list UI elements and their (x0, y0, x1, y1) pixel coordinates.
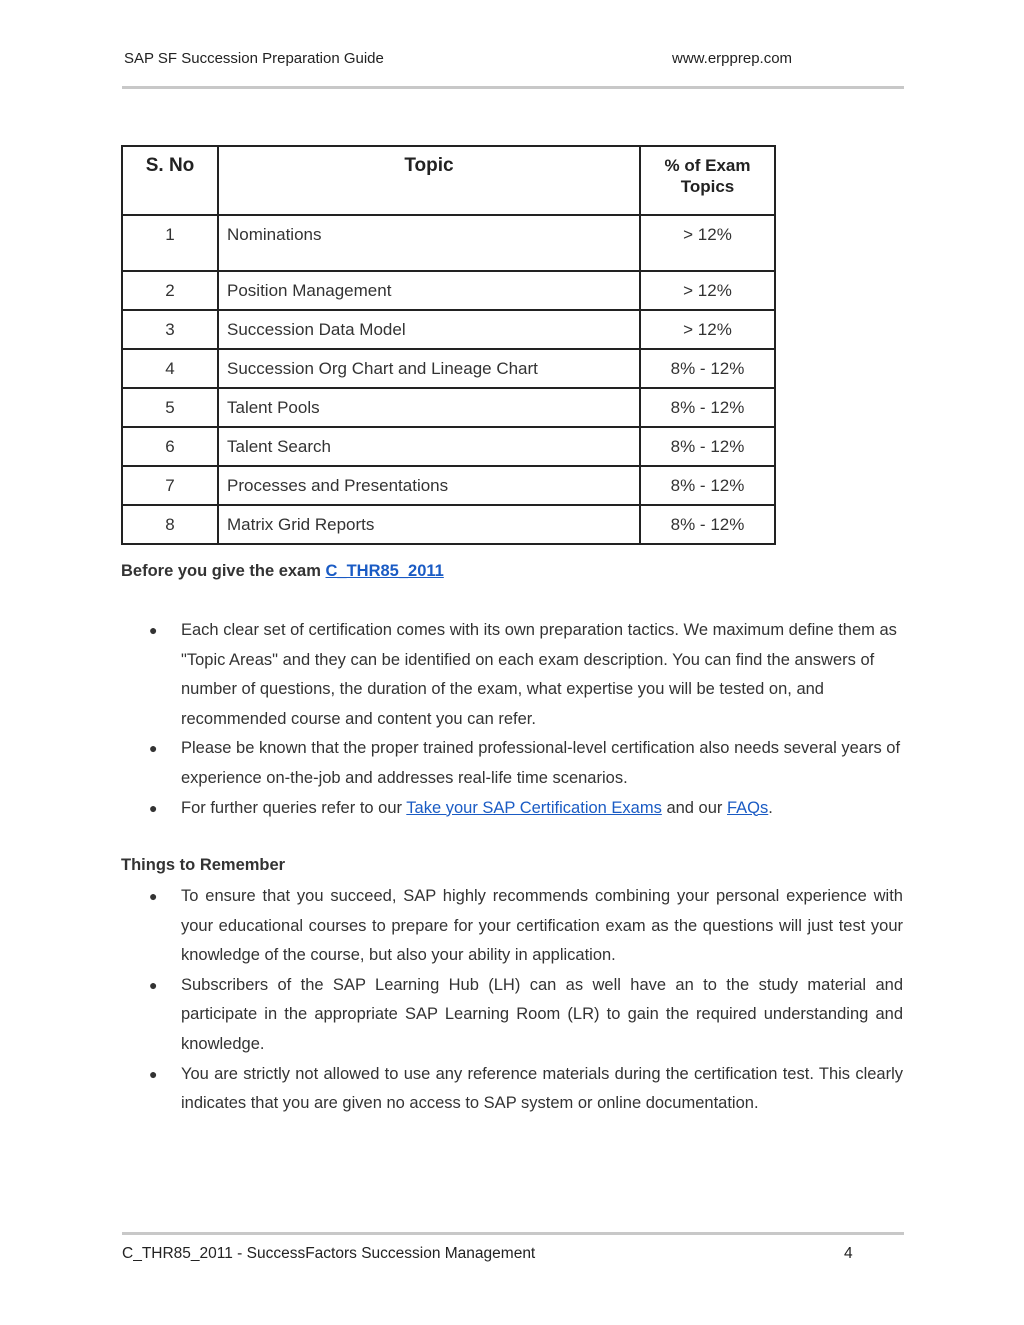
row-topic: Succession Data Model (218, 310, 640, 349)
bullet-icon: ● (149, 622, 158, 638)
list-item-text: Each clear set of certification comes with its own preparation tactics. We maximum define them as "Topic Areas" and they can be identified on each exam description. You can find the answers of number of questions, the duration of the exam, what expertise you will be tested on, and recommended course and content you can refer. (181, 621, 897, 728)
row-topic: Talent Search (218, 427, 640, 466)
row-percent: 8% - 12% (640, 427, 775, 466)
row-topic: Talent Pools (218, 388, 640, 427)
exam-topics-table (121, 145, 776, 545)
row-number: 1 (122, 215, 218, 271)
list-item (121, 616, 903, 734)
row-percent: > 12% (640, 310, 775, 349)
footer-title: C_THR85_2011 - SuccessFactors Succession Management (122, 1245, 536, 1262)
row-number: 4 (122, 349, 218, 388)
list-item-text: To ensure that you succeed, SAP highly recommends combining your personal experience with your educational courses to prepare for your certification exam as the questions will just test your knowledge of the course, but also your ability in application. (181, 887, 903, 965)
row-percent: 8% - 12% (640, 505, 775, 544)
row-percent: > 12% (640, 271, 775, 310)
page-footer (122, 1232, 904, 1262)
list-item (121, 1060, 903, 1119)
row-percent: 8% - 12% (640, 388, 775, 427)
row-topic: Nominations (218, 215, 640, 271)
page-number: 4 (844, 1245, 853, 1262)
row-percent: 8% - 12% (640, 349, 775, 388)
row-topic: Processes and Presentations (218, 466, 640, 505)
table-row (122, 505, 775, 544)
header-website: www.erpprep.com (672, 50, 793, 67)
list-item-text-prefix: For further queries refer to our (181, 798, 407, 817)
header-percent: % of Exam Topics (640, 146, 775, 215)
header-topic: Topic (218, 146, 640, 215)
row-topic: Matrix Grid Reports (218, 505, 640, 544)
table-row (122, 349, 775, 388)
row-number: 7 (122, 466, 218, 505)
list-item-text: Please be known that the proper trained professional-level certification also needs several years of experience on-the-job and addresses real-life time scenarios. (181, 739, 901, 787)
bullet-icon: ● (149, 799, 158, 816)
row-topic: Position Management (218, 271, 640, 310)
header-title: SAP SF Succession Preparation Guide (124, 50, 384, 67)
list-item-text: Subscribers of the SAP Learning Hub (LH) can as well have an to the study material and participate in the appropriate SAP Learning Room (LR) to gain the required understanding and knowledge. (181, 975, 903, 1053)
row-number: 2 (122, 271, 218, 310)
table-header-row (122, 146, 775, 215)
exam-code-link[interactable]: C_THR85_2011 (325, 562, 444, 580)
table-row (122, 215, 775, 271)
list-item-text-suffix: . (768, 798, 773, 817)
faqs-link[interactable]: FAQs (727, 798, 769, 817)
list-item (121, 794, 903, 824)
table-row (122, 271, 775, 310)
page-header (122, 48, 904, 89)
list-item-text-middle: and our (661, 798, 727, 817)
list-item-text: You are strictly not allowed to use any reference materials during the certification test. This clearly indicates that you are given no access to SAP system or online documentation. (181, 1064, 903, 1113)
row-number: 3 (122, 310, 218, 349)
table-row (122, 466, 775, 505)
preparation-list (121, 616, 903, 823)
table-row (122, 427, 775, 466)
row-number: 8 (122, 505, 218, 544)
things-to-remember-heading: Things to Remember (121, 856, 286, 874)
list-item (121, 882, 903, 971)
row-number: 5 (122, 388, 218, 427)
before-exam-label: Before you give the exam (121, 562, 326, 580)
table-row (122, 388, 775, 427)
header-sno: S. No (122, 146, 218, 215)
row-percent: 8% - 12% (640, 466, 775, 505)
certification-exams-link[interactable]: Take your SAP Certification Exams (406, 798, 662, 817)
row-number: 6 (122, 427, 218, 466)
bullet-icon: ● (149, 1065, 158, 1082)
list-item (121, 971, 903, 1060)
things-to-remember-list (121, 882, 903, 1119)
table-row (122, 310, 775, 349)
row-topic: Succession Org Chart and Lineage Chart (218, 349, 640, 388)
bullet-icon: ● (149, 888, 158, 904)
row-percent: > 12% (640, 215, 775, 271)
list-item (121, 734, 903, 793)
bullet-icon: ● (149, 976, 158, 993)
bullet-icon: ● (149, 740, 158, 757)
before-exam-heading (121, 562, 444, 581)
